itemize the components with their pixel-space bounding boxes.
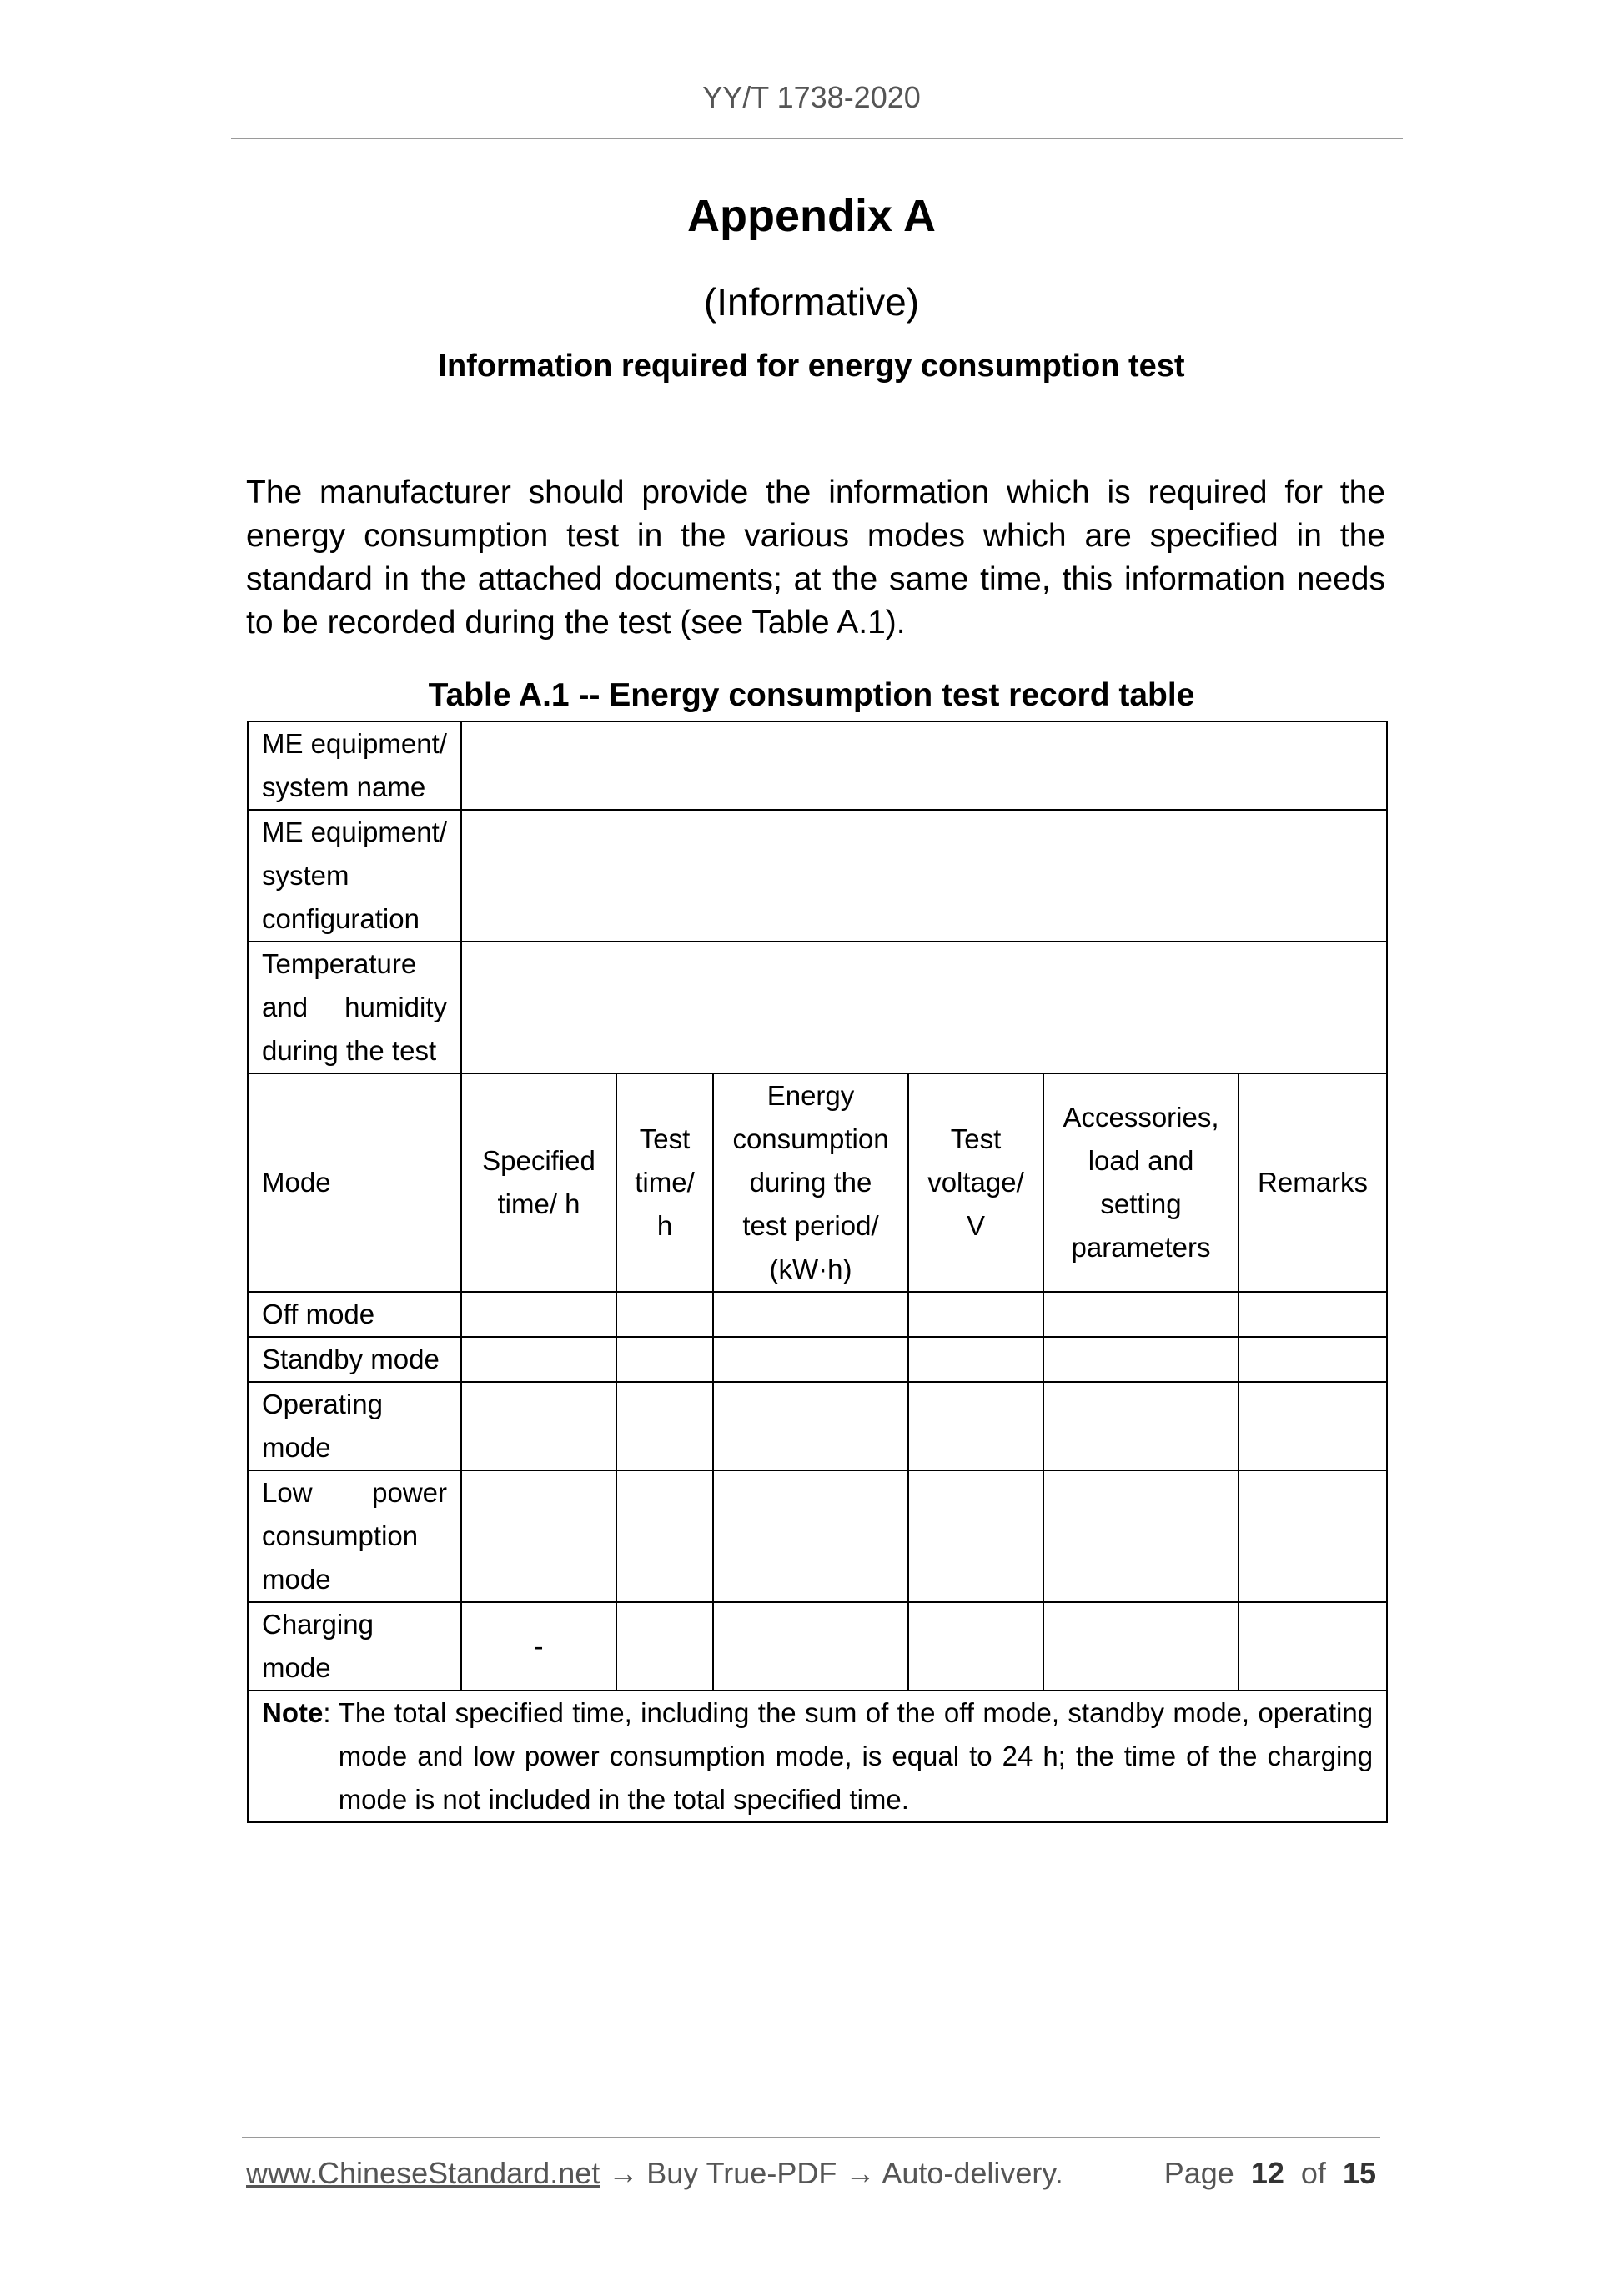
charging-specified-time: - <box>461 1602 616 1691</box>
info-value-cell[interactable] <box>461 810 1387 942</box>
data-cell[interactable] <box>713 1602 908 1691</box>
data-cell[interactable] <box>908 1292 1043 1337</box>
data-cell[interactable] <box>1239 1382 1387 1470</box>
data-cell[interactable] <box>713 1382 908 1470</box>
info-value-cell[interactable] <box>461 721 1387 810</box>
data-cell[interactable] <box>616 1337 713 1382</box>
promo-text: → Buy True-PDF → Auto-delivery. <box>600 2156 1063 2190</box>
data-cell[interactable] <box>908 1382 1043 1470</box>
data-cell[interactable] <box>461 1292 616 1337</box>
data-cell[interactable] <box>616 1602 713 1691</box>
data-cell[interactable] <box>1239 1337 1387 1382</box>
header-accessories: Accessories, load and setting parameters <box>1043 1073 1239 1292</box>
appendix-title: Appendix A <box>686 191 936 241</box>
page-total: 15 <box>1342 2156 1376 2190</box>
mode-label: Off mode <box>248 1292 461 1337</box>
info-value-cell[interactable] <box>461 942 1387 1073</box>
info-row-configuration <box>248 810 1387 942</box>
page-current: 12 <box>1250 2156 1284 2190</box>
data-cell[interactable] <box>1043 1292 1239 1337</box>
mode-label: Charging mode <box>248 1602 461 1691</box>
energy-record-table <box>247 721 1388 1823</box>
info-label: ME equipment/ system name <box>248 721 461 810</box>
data-cell[interactable] <box>713 1470 908 1602</box>
site-link[interactable]: www.ChineseStandard.net <box>246 2156 600 2190</box>
data-cell[interactable] <box>616 1470 713 1602</box>
mode-label: Standby mode <box>248 1337 461 1382</box>
page-label: Page <box>1163 2156 1234 2190</box>
header-test-voltage: Test voltage/ V <box>908 1073 1043 1292</box>
page-footer <box>246 2156 1376 2191</box>
data-cell[interactable] <box>1239 1470 1387 1602</box>
info-row-system-name <box>248 721 1387 810</box>
note-label: Note <box>262 1697 324 1728</box>
info-label: ME equipment/ system configuration <box>248 810 461 942</box>
page-of: of <box>1300 2156 1326 2190</box>
data-cell[interactable] <box>713 1292 908 1337</box>
data-cell[interactable] <box>1043 1382 1239 1470</box>
data-cell[interactable] <box>616 1382 713 1470</box>
appendix-heading: Information required for energy consumption test <box>438 349 1185 384</box>
data-cell[interactable] <box>1043 1470 1239 1602</box>
data-cell[interactable] <box>908 1602 1043 1691</box>
note-cell: Note: The total specified time, including the sum of the off mode, standby mode, operating mode and low power consumption mode, is equal to 24 h; the time of the charging mode is not included in the total specified time. <box>248 1691 1387 1822</box>
data-cell[interactable] <box>908 1337 1043 1382</box>
data-cell[interactable] <box>713 1337 908 1382</box>
info-row-temperature <box>248 942 1387 1073</box>
data-cell[interactable] <box>908 1470 1043 1602</box>
data-cell[interactable] <box>1239 1602 1387 1691</box>
page-indicator <box>1164 2156 1376 2191</box>
data-cell[interactable] <box>616 1292 713 1337</box>
header-specified-time: Specified time/ h <box>461 1073 616 1292</box>
document-code: YY/T 1738-2020 <box>702 80 921 114</box>
column-header-row <box>248 1073 1387 1292</box>
data-cell[interactable] <box>1043 1602 1239 1691</box>
header-test-time: Test time/ h <box>616 1073 713 1292</box>
data-cell[interactable] <box>461 1337 616 1382</box>
header-energy-consumption: Energy consumption during the test period/ (kW·h) <box>713 1073 908 1292</box>
data-cell[interactable] <box>461 1382 616 1470</box>
data-cell[interactable] <box>461 1470 616 1602</box>
header-mode: Mode <box>248 1073 461 1292</box>
intro-paragraph: The manufacturer should provide the information which is required for the energy consumption test in the various modes which are specified in the standard in the attached documents; at the same time, this information needs to be recorded during the test (see Table A.1). <box>246 475 1385 641</box>
note-row <box>248 1691 1387 1822</box>
mode-row-charging <box>248 1602 1387 1691</box>
appendix-subtitle: (Informative) <box>703 280 920 324</box>
mode-row-low-power <box>248 1470 1387 1602</box>
mode-row-operating <box>248 1382 1387 1470</box>
data-cell[interactable] <box>1239 1292 1387 1337</box>
mode-label: Operating mode <box>248 1382 461 1470</box>
note-text: The total specified time, including the sum of the off mode, standby mode, operating mode and low power consumption mode, is equal to 24 h; the time of the charging mode is not included in the total specified time. <box>338 1697 1374 1815</box>
mode-label: Low power consumption mode <box>248 1470 461 1602</box>
mode-row-standby <box>248 1337 1387 1382</box>
header-divider <box>231 138 1403 139</box>
footer-divider <box>242 2137 1380 2138</box>
info-label: Temperature and humidity during the test <box>248 942 461 1073</box>
table-caption: Table A.1 -- Energy consumption test record table <box>428 677 1195 713</box>
data-cell[interactable] <box>1043 1337 1239 1382</box>
header-remarks: Remarks <box>1239 1073 1387 1292</box>
mode-row-off <box>248 1292 1387 1337</box>
